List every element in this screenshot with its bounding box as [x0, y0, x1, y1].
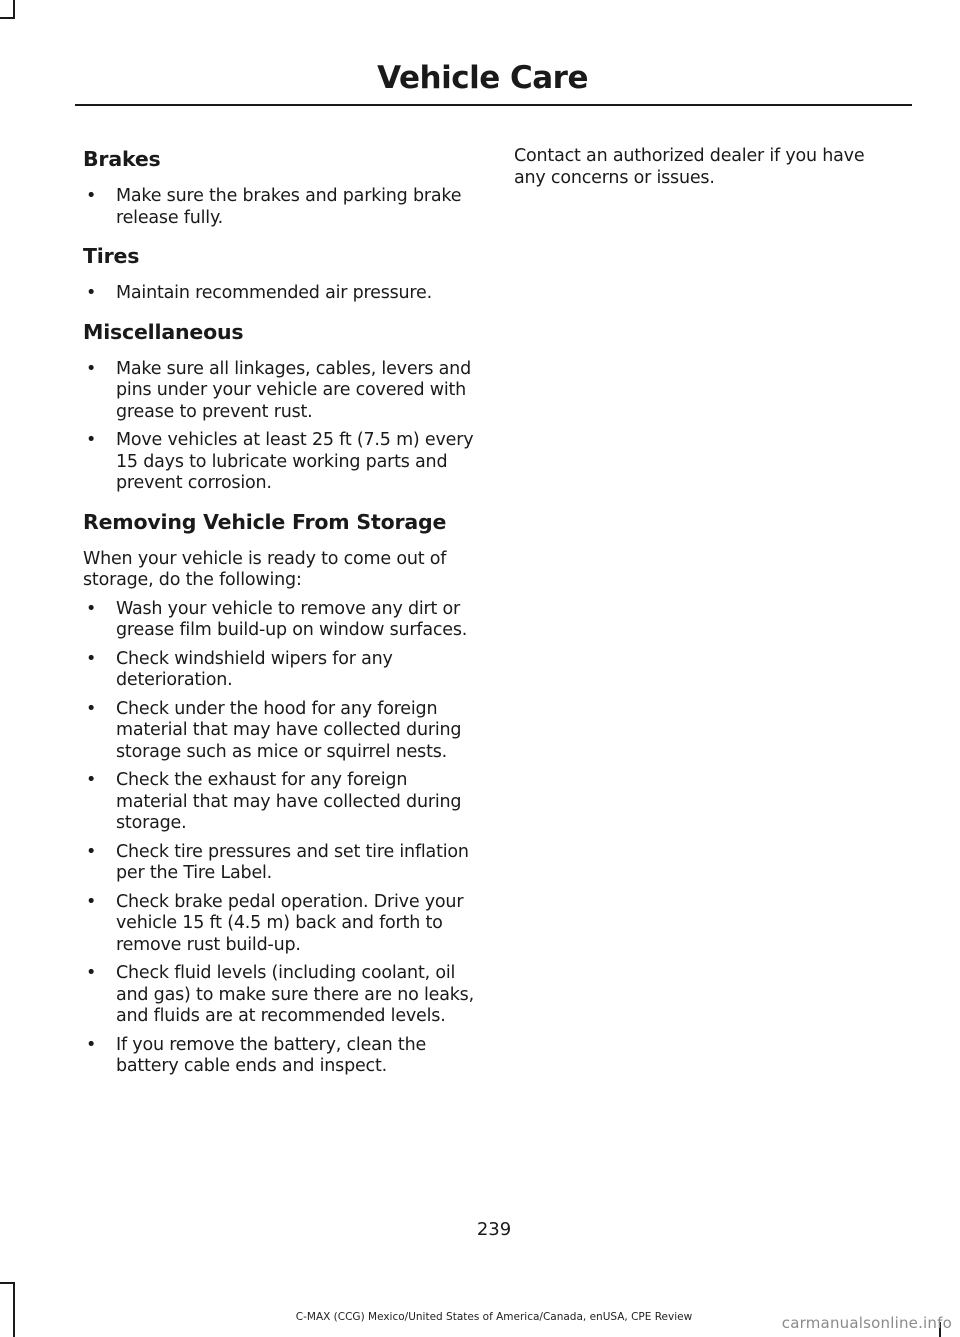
bullet-list: [83, 359, 478, 495]
bullet-icon: •: [86, 358, 97, 379]
section-brakes: [83, 146, 478, 229]
crop-mark-bottom-left-vertical: [13, 1282, 15, 1337]
bullet-icon: •: [86, 963, 97, 983]
list-item: [83, 1035, 478, 1078]
header-divider: [75, 104, 912, 106]
bullet-icon: •: [86, 698, 97, 719]
list-item: [83, 359, 478, 424]
list-item: [83, 842, 478, 885]
bullet-icon: •: [86, 648, 97, 669]
contact-dealer-paragraph: Contact an authorized dealer if you have any concerns or issues.: [514, 146, 865, 188]
crop-mark-top-left-horizontal: [0, 17, 15, 19]
bullet-icon: •: [86, 430, 97, 450]
bullet-icon: •: [86, 841, 97, 862]
section-heading: Brakes: [83, 147, 161, 171]
list-item-text: Check brake pedal operation. Drive your vehicle 15 ft (4.5 m) back and forth to remove rust build-up.: [116, 891, 464, 955]
list-item: [83, 892, 478, 957]
page-number: 239: [476, 1219, 512, 1240]
bullet-list: [83, 283, 478, 305]
list-item-text: Check tire pressures and set tire inflation per the Tire Label.: [116, 841, 469, 883]
footer-edition-text: C-MAX (CCG) Mexico/United States of America/Canada, enUSA, CPE Review: [295, 1311, 693, 1323]
list-item-text: Wash your vehicle to remove any dirt or grease film build-up on window surfaces.: [116, 598, 468, 640]
watermark: carmanualsonline.info: [781, 1314, 952, 1332]
list-item-text: Make sure all linkages, cables, levers and pins under your vehicle are covered with grease to prevent rust.: [116, 358, 471, 422]
section-heading: Removing Vehicle From Storage: [83, 509, 447, 534]
list-item: [83, 283, 478, 305]
section-tires: [83, 243, 478, 305]
section-miscellaneous: [83, 319, 478, 495]
list-item: [83, 770, 478, 835]
list-item-text: Check under the hood for any foreign material that may have collected during storage such as mice or squirrel nests.: [116, 698, 462, 762]
list-item-text: Maintain recommended air pressure.: [116, 283, 432, 303]
bullet-icon: •: [86, 283, 97, 303]
right-column: [514, 146, 899, 196]
list-item: [83, 963, 478, 1028]
list-item-text: Make sure the brakes and parking brake release fully.: [116, 186, 462, 228]
list-item-text: Move vehicles at least 25 ft (7.5 m) every 15 days to lubricate working parts and prevent corrosion.: [116, 430, 474, 493]
list-item: [83, 699, 478, 764]
list-item: [83, 599, 478, 642]
section-heading: Tires: [83, 244, 140, 268]
list-item: [83, 649, 478, 692]
bullet-icon: •: [86, 891, 97, 912]
bullet-icon: •: [86, 1034, 97, 1055]
page-title: Vehicle Care: [377, 60, 588, 96]
list-item-text: Check the exhaust for any foreign material that may have collected during storage.: [116, 770, 462, 833]
section-heading: Miscellaneous: [83, 319, 244, 344]
bullet-list: [83, 186, 478, 229]
left-column: [83, 146, 478, 1092]
bullet-icon: •: [86, 770, 97, 790]
list-item-text: Check windshield wipers for any deterioration.: [116, 648, 393, 690]
list-item-text: If you remove the battery, clean the battery cable ends and inspect.: [116, 1034, 427, 1076]
section-intro: When your vehicle is ready to come out of storage, do the following:: [83, 548, 447, 590]
list-item-text: Check fluid levels (including coolant, oil and gas) to make sure there are no leaks, and fluids are at recommended levels.: [116, 963, 474, 1026]
crop-mark-bottom-left-horizontal: [0, 1282, 15, 1284]
bullet-icon: •: [86, 186, 97, 206]
list-item: [83, 430, 478, 495]
bullet-icon: •: [86, 598, 97, 619]
list-item: [83, 186, 478, 229]
section-removing-vehicle-from-storage: [83, 509, 478, 1078]
bullet-list: [83, 599, 478, 1078]
